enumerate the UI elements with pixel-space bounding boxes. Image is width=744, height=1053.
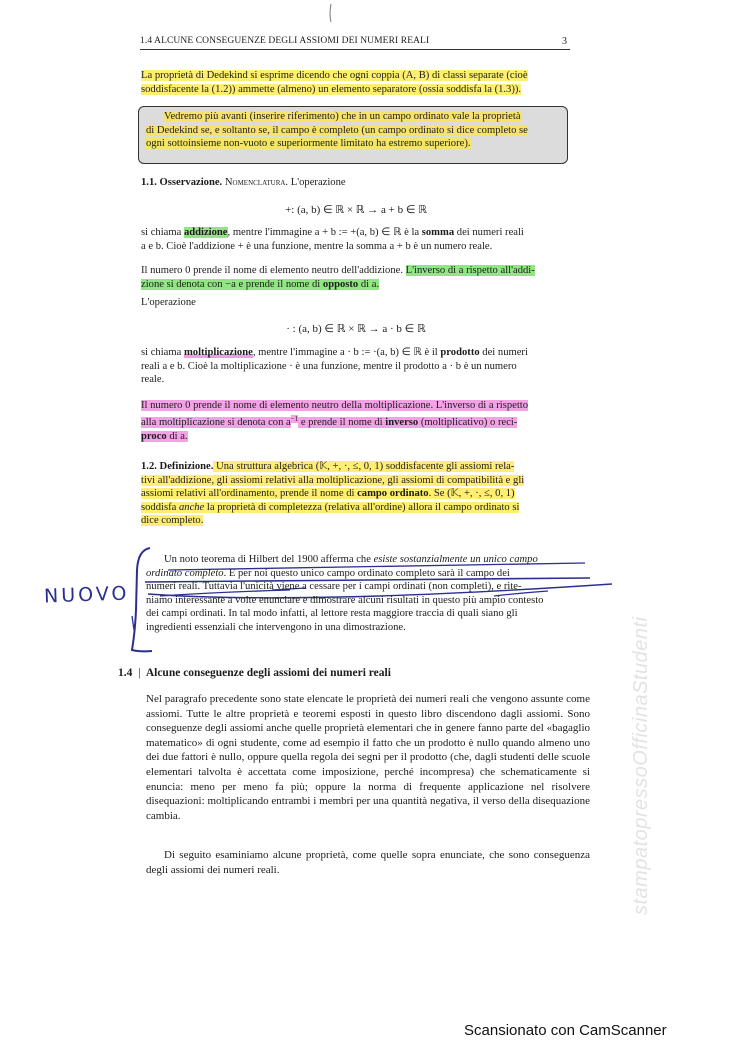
note-box-text [146,110,564,151]
handwritten-note: NUOVO [43,582,130,608]
page-number: 3 [562,36,567,47]
text-span: numeri reali [146,581,198,592]
text-span: dei numeri [479,347,528,358]
multiplication-line-2: reali a e b. Cioè la moltiplicazione · è una funzione, mentre il prodotto a · b è un numero [141,360,517,372]
text-span: alla moltiplicazione si denota con a [141,417,291,429]
intro-paragraph [141,69,571,96]
term-campo-ordinato: campo ordinato [357,488,429,499]
operation-label: L'operazione [141,297,196,308]
equation-multiplication: · : (a, b) ∈ ℝ × ℝ → a · b ∈ ℝ [286,323,426,335]
text-span: dei numeri reali [454,227,524,238]
note-line-3: ogni sottoinsieme non-vuoto e superiormente limitato ha estremo superiore). [146,138,471,149]
addition-paragraph [141,226,586,253]
text-span: la proprietà di completezza (relativa all'ordine) allora il campo ordinato si [204,501,520,513]
observation-title: 1.1. Osservazione. [141,177,223,188]
term-opposto: opposto [322,278,359,290]
note-line-1: Vedremo più avanti (inserire riferimento) che in un campo ordinato vale la proprietà [164,111,521,122]
text-span: . E per noi questo unico campo ordinato completo sarà il campo dei [223,567,510,579]
text-span: , mentre l'immagine a + b := +(a, b) ∈ ℝ è la [227,227,422,238]
text-span: ordinato completo [146,567,224,579]
hilbert-paragraph [146,553,586,634]
term-moltiplicazione: moltiplicazione [183,347,253,358]
running-header-title: 1.4 ALCUNE CONSEGUENZE DEGLI ASSIOMI DEI NUMERI REALI [140,36,430,46]
hilbert-line-6: ingredienti essenziali che intervengono in una dimostrazione. [146,621,406,633]
inverse-addition-hl-1: L'inverso di a rispetto all'addi- [405,265,535,276]
definition-line-2: tivi all'addizione, gli assiomi relativi alla moltiplicazione, gli assiomi di compatibilità e gli [141,474,525,486]
observation-subtitle: Nomenclatura. [224,177,289,188]
text-span: (moltiplicativo) o reci- [418,417,518,429]
section-number: 1.4 [118,667,133,679]
text-span: . Se (𝕂, +, ·, ≤, 0, 1) [428,488,515,499]
definition-paragraph [141,460,591,528]
inverse-mult-hl-1: Il numero 0 prende il nome di elemento neutro della moltiplicazione. L'inverso di a rispetto [141,400,528,411]
hilbert-line-5: dei campi ordinati. In tal modo infatti, al lettore resta maggiore traccia di quali siano gli [146,608,518,619]
text-span: Il numero 0 prende il nome di elemento neutro dell'addizione. [141,265,406,276]
note-line-2: di Dedekind se, e soltanto se, il campo è completo (un campo ordinato si dice completo se [146,124,528,136]
observation-heading [141,176,581,190]
definition-line-5: dice completo. [141,515,204,526]
term-addizione: addizione [183,227,228,238]
superscript: −1 [290,414,299,423]
header-rule [140,49,570,50]
definition-line-1: Una struttura algebrica (𝕂, +, ·, ≤, 0, 1) soddisfacente gli assiomi rela- [213,461,515,472]
intro-line-1: La proprietà di Dedekind si esprime dicendo che ogni coppia (A, B) di classi separate (cioè [141,70,528,81]
section-paragraph-1: Nel paragrafo precedente sono state elencate le proprietà dei numeri reali che vengono assunte come assiomi. Tutte le altre proprietà e teoremi esposti in questo libro discendono dagli assiomi. Sono conseguenze degli assiomi anche quelle proprietà elementari che in genere fanno parte del «bagaglio matematico» di ogni studente, come ad esempio il fatto che un prodotto è nullo quando almeno uno dei due fattori è nullo, oppure quella regola dei segni per il prodotto (che, dagli studenti delle scuole elementari talvolta è accettata come imposizione, perché incompresa) che schematicamente si enuncia: meno per meno fa più; oppure la norma di frequente applicazione nel risolvere disequazioni: moltiplicando entrambi i membri per una quantità negativa, il verso della disequazione cambia. [146,693,590,822]
pen-small-arrow [132,616,134,630]
one-paragraph [141,399,591,443]
term-reciproco: proco [141,430,167,442]
term-somma: somma [421,227,455,238]
text-span: si chiama [141,227,184,238]
top-pen-mark [330,4,331,22]
section-title: Alcune conseguenze degli assiomi dei numeri reali [145,667,391,679]
scanner-label: Scansionato con CamScanner [464,1022,667,1039]
hilbert-emphasis: esiste sostanzialmente un unico campo [373,554,538,565]
multiplication-paragraph [141,346,586,387]
term-prodotto: prodotto [440,347,480,358]
definition-title: 1.2. Definizione. [141,461,214,472]
text-span: , mentre l'immagine a · b := ·(a, b) ∈ ℝ è il [252,347,441,358]
text-span: di a. [358,278,380,290]
term-anche: anche [178,501,205,513]
text-span: si chiama [141,347,184,358]
hilbert-line-4: niamo interessante a volte enunciare e dimostrare alcuni risultati in questo più ampio contesto [146,594,544,606]
watermark: stampatopressoOfficinaStudenti [630,616,652,915]
multiplication-line-3: reale. [141,374,165,385]
equation-addition: +: (a, b) ∈ ℝ × ℝ → a + b ∈ ℝ [285,204,427,216]
addition-line-2: a e b. Cioè l'addizione + è una funzione, mentre la somma a + b è un numero reale. [141,240,493,252]
section-heading: 1.4 | Alcune conseguenze degli assiomi dei numeri reali [118,667,391,679]
text-span: . Tuttavia l'unicità viene a cessare per i campi ordinati (non completi), e rite- [197,581,522,592]
text-span: di a. [166,430,188,442]
section-paragraph-2: Di seguito esaminiamo alcune proprietà, come quelle sopra enunciate, che sono conseguenza degli assiomi dei numeri reali. [146,849,590,876]
text-span: Un noto teorema di Hilbert del 1900 afferma che [164,554,374,565]
text-span: assiomi relativi all'ordinamento, prende il nome di [141,488,358,499]
observation-heading-rest: L'operazione [290,177,346,188]
zero-paragraph [141,264,586,291]
intro-line-2: soddisfacente la (1.2)) ammette (almeno) un elemento separatore (ossia soddisfa la (1.3)). [141,83,522,95]
term-inverso: inverso [385,417,419,429]
inverse-addition-hl-2: zione si denota con −a e prende il nome di [141,278,323,290]
text-span: e prende il nome di [298,417,386,429]
text-span: soddisfa [141,501,179,513]
